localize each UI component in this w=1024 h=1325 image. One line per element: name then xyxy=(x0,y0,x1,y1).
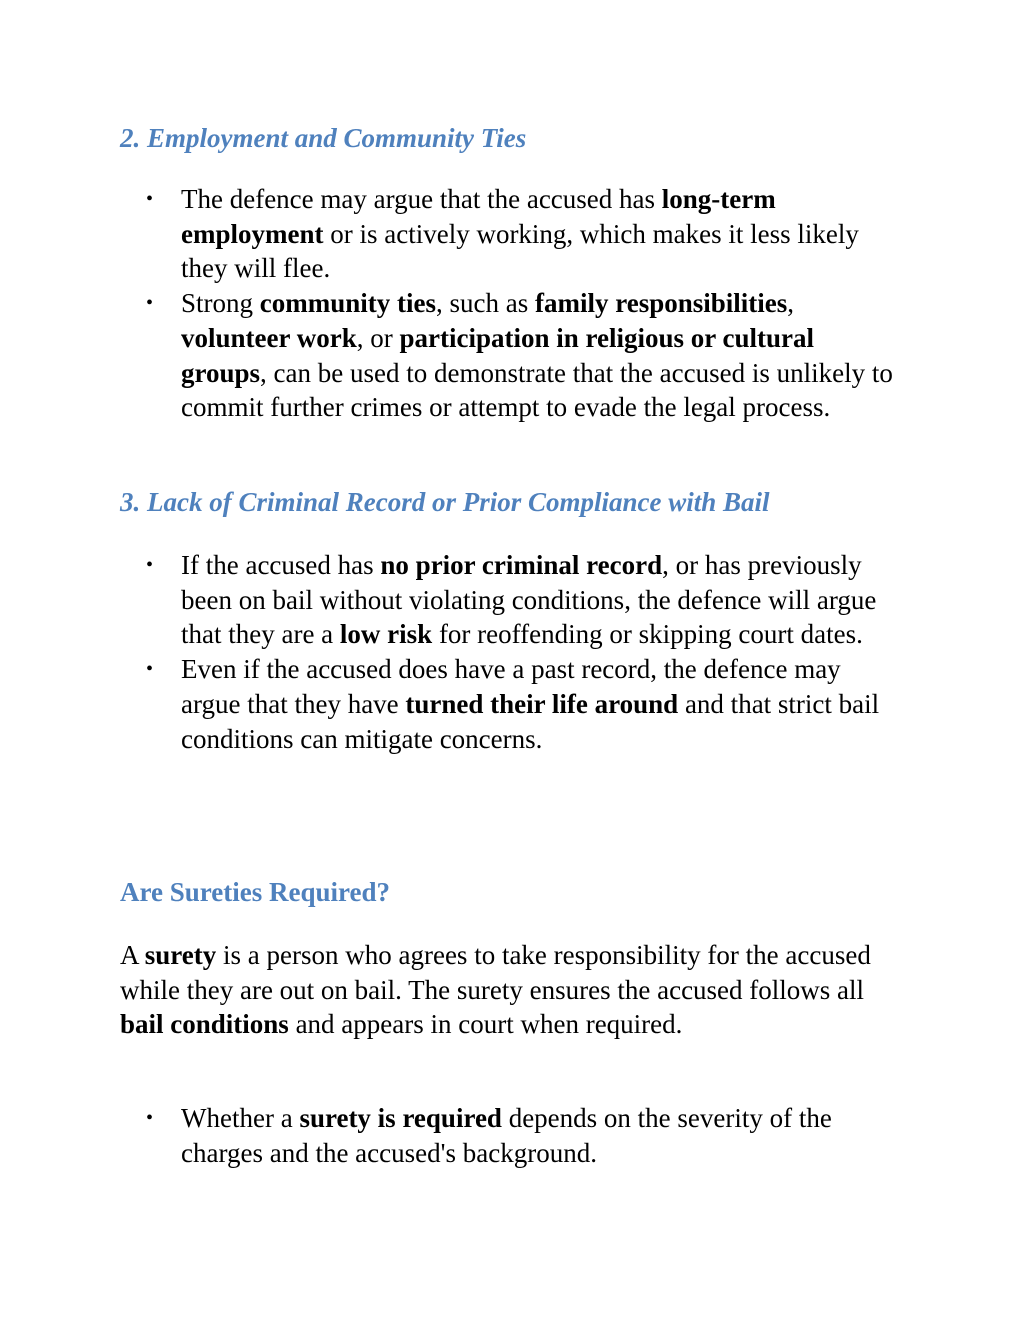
bullet-icon: • xyxy=(146,188,154,210)
bold-term: bail conditions xyxy=(120,1009,289,1040)
bold-term: turned their life around xyxy=(405,688,679,719)
bold-term: low risk xyxy=(339,619,433,650)
text-run: , or has previously been on bail without violating conditions, the defence will argue that they are a xyxy=(181,550,877,650)
bold-term: community ties xyxy=(259,288,436,319)
sureties-bullet-list xyxy=(0,1101,1024,1170)
bold-term: volunteer work xyxy=(181,322,357,353)
text-run: , or xyxy=(356,322,400,353)
text-run: If the accused has xyxy=(181,550,381,580)
bold-term: long-term employment xyxy=(181,184,776,249)
list-item xyxy=(0,1101,1024,1170)
bullet-icon: • xyxy=(146,1107,154,1129)
text-run: and that strict bail conditions can mitigate concerns. xyxy=(181,688,880,754)
section-heading-criminal-record: 3. Lack of Criminal Record or Prior Compliance with Bail xyxy=(120,487,770,517)
employment-bullet-list xyxy=(0,182,1024,425)
section-heading-employment: 2. Employment and Community Ties xyxy=(120,123,527,153)
text-run: , such as xyxy=(436,288,535,319)
text-run: Strong xyxy=(181,288,260,319)
bullet-icon: • xyxy=(146,658,154,681)
text-run: Even if the accused does have a past record, the defence may argue that they have xyxy=(181,654,841,719)
text-run: and appears in court when required. xyxy=(288,1009,683,1040)
list-item xyxy=(0,286,1024,425)
list-item xyxy=(0,652,1024,756)
text-run: for reoffending or skipping court dates. xyxy=(432,619,863,650)
text-run: or is actively working, which makes it less likely they will flee. xyxy=(181,218,859,284)
text-run: A xyxy=(120,940,145,970)
text-run: , xyxy=(787,288,795,319)
sureties-paragraph xyxy=(120,938,910,1042)
bold-term: no prior criminal record xyxy=(380,550,663,580)
text-run: Whether a xyxy=(181,1103,300,1133)
text-run: is a person who agrees to take responsibility for the accused while they are out on bail. The surety ensures the accused follows all xyxy=(120,940,871,1005)
bullet-icon: • xyxy=(146,292,154,315)
text-run: The defence may argue that the accused has xyxy=(181,184,662,214)
section-heading-sureties: Are Sureties Required? xyxy=(120,877,390,907)
text-run: depends on the severity of the charges and the accused's background. xyxy=(181,1103,832,1168)
bold-term: participation in religious or cultural groups xyxy=(181,322,815,388)
bold-term: surety is required xyxy=(299,1103,502,1133)
bold-term: family responsibilities xyxy=(534,288,788,319)
text-run: , can be used to demonstrate that the accused is unlikely to commit further crimes or attempt to evade the legal process. xyxy=(181,357,893,423)
list-item xyxy=(0,182,1024,286)
bullet-icon: • xyxy=(146,554,154,576)
bold-term: surety xyxy=(144,940,217,970)
criminal-record-bullet-list xyxy=(0,548,1024,756)
list-item xyxy=(0,548,1024,652)
